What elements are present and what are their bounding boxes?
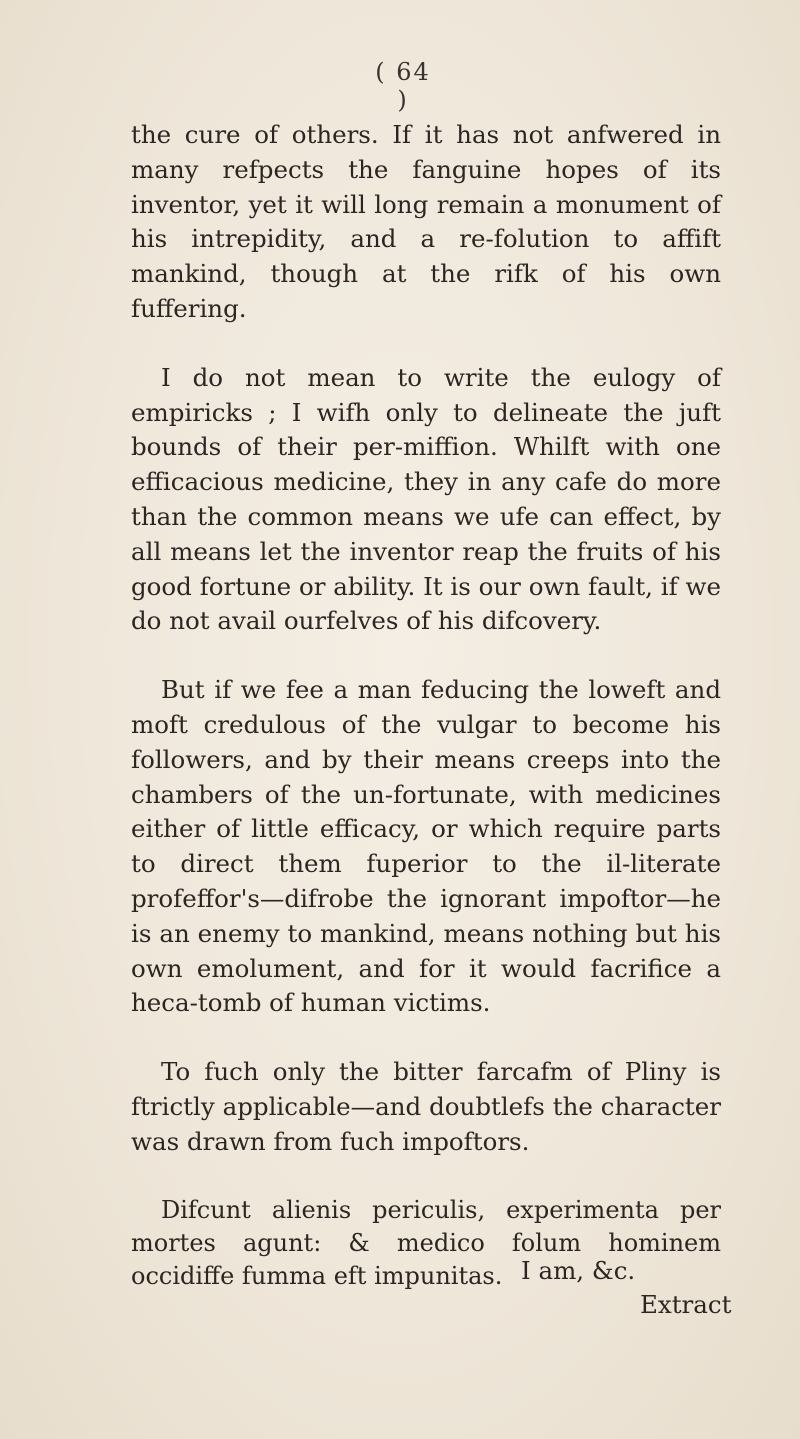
paragraph-impostor: But if we fee a man feducing the loweft and moft credulous of the vulgar to become his followers, and by their means creeps into the chambers of the un-fortunate, with medicines either of little efficacy, or which require parts to direct them fuperior to the il-literate profeffor's—difrobe the ignorant impoftor—he is an enemy to mankind, means nothing but his own emolument, and for it would facrifice a heca-tomb of human victims. [131, 675, 721, 1018]
paragraph-empiricks: I do not mean to write the eulogy of empiricks ; I wifh only to delineate the juft bounds of their per-miffion. Whilft with one efficacious medicine, they in any cafe do more than the common means we ufe can effect, by all means let the inventor reap the fruits of his good fortune or ability. It is our own fault, if we do not avail ourfelves of his difcovery. [131, 362, 721, 636]
paragraph-continuation: the cure of others. If it has not anfwered in many refpects the fanguine hopes of its inventor, yet it will long remain a monument of his intrepidity, and a re-folution to affift mankind, though at the rifk of his own fuffering. [131, 120, 721, 323]
page-number: ( 64 ) [375, 58, 431, 114]
paragraph-pliny: To fuch only the bitter farcafm of Pliny is ftrictly applicable—and doubtlefs the character was drawn from fuch impoftors. [131, 1057, 721, 1156]
body-text [131, 118, 721, 1293]
catchword: Extract [640, 1290, 732, 1319]
closing-salutation: I am, &c. [521, 1256, 636, 1285]
latin-quotation: Difcunt alienis periculis, experimenta per mortes agunt: & medico folum hominem occidiffe fumma eft impunitas. [131, 1195, 721, 1290]
